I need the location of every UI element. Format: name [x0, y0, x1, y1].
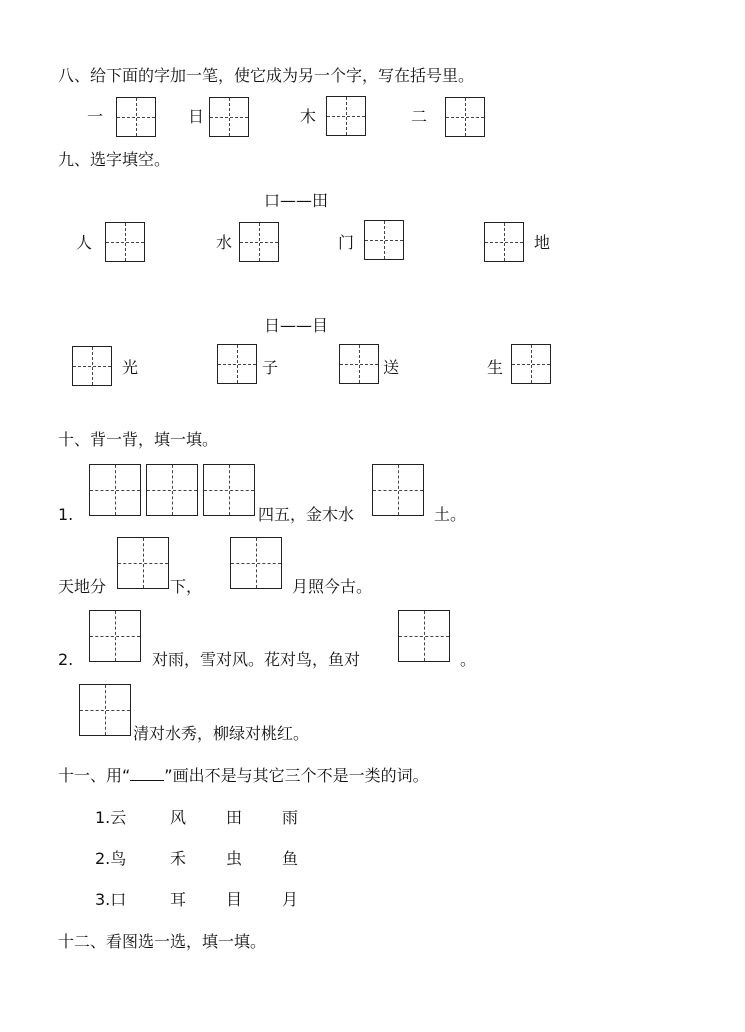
s8-char-2: 日	[188, 107, 205, 126]
s9-g2-char-3: 送	[383, 358, 400, 377]
underline-sample	[130, 766, 164, 781]
s10-line2-text-b: 下，	[170, 577, 203, 596]
s11-row2-item-3[interactable]: 虫	[226, 849, 243, 868]
s11-row3-item-2[interactable]: 耳	[170, 890, 187, 909]
s10-q2-text-a: 对雨，雪对风。花对鸟，鱼对	[152, 650, 361, 669]
s9-g1-char-4: 地	[534, 233, 551, 252]
s9-g2-box-2[interactable]	[217, 344, 257, 384]
s8-char-1: 一	[87, 107, 104, 126]
section12-title: 十二、看图选一选，填一填。	[58, 932, 267, 951]
s10-line2-box-2[interactable]	[230, 537, 282, 589]
s10-q2-text-b: 。	[460, 650, 477, 669]
s9-g1-box-2[interactable]	[239, 222, 279, 262]
s10-line2-text-c: 月照今古。	[292, 577, 373, 596]
s9-group1-header: 口——田	[264, 191, 329, 210]
s8-answer-box-1[interactable]	[116, 97, 156, 137]
s11-row1-item-1[interactable]: 1.云	[95, 808, 127, 827]
s8-answer-box-3[interactable]	[326, 96, 366, 136]
s8-char-3: 木	[300, 107, 317, 126]
s10-line2-box-1[interactable]	[117, 537, 169, 589]
s10-q2-box-2[interactable]	[398, 610, 450, 662]
s10-q1-box-4[interactable]	[372, 464, 424, 516]
s10-line4-text: 清对水秀，柳绿对桃红。	[133, 724, 310, 743]
s10-line2-text-a: 天地分	[58, 577, 107, 596]
section10-title: 十、背一背，填一填。	[58, 430, 219, 449]
s11-title-part-a: 十一、用“	[58, 766, 131, 785]
s11-row2-item-4[interactable]: 鱼	[282, 849, 299, 868]
s9-g2-box-1[interactable]	[72, 346, 112, 386]
s8-answer-box-2[interactable]	[209, 97, 249, 137]
s9-g1-box-3[interactable]	[364, 220, 404, 260]
section9-title: 九、选字填空。	[58, 150, 171, 169]
s9-g1-char-3: 门	[338, 233, 355, 252]
s9-g2-box-3[interactable]	[339, 344, 379, 384]
s11-row3-item-3[interactable]: 目	[226, 890, 243, 909]
s10-line4-box[interactable]	[79, 684, 131, 736]
s10-q1-text-a: 四五，金木水	[258, 505, 355, 524]
s11-row2-item-2[interactable]: 禾	[170, 849, 187, 868]
section11-title	[58, 766, 429, 786]
section8-title: 八、给下面的字加一笔，使它成为另一个字，写在括号里。	[58, 66, 475, 85]
s9-g2-char-1: 光	[122, 358, 139, 377]
s9-g2-box-4[interactable]	[511, 344, 551, 384]
s10-q1-box-3[interactable]	[203, 464, 255, 516]
s10-q1-box-2[interactable]	[146, 464, 198, 516]
s10-q2-box-1[interactable]	[89, 610, 141, 662]
s10-q1-box-1[interactable]	[89, 464, 141, 516]
s9-group2-header: 日——目	[264, 316, 329, 335]
s8-char-4: 二	[411, 107, 428, 126]
s11-title-part-b: ”画出不是与其它三个不是一类的词。	[164, 766, 429, 785]
s11-row3-item-1[interactable]: 3.口	[95, 890, 127, 909]
s11-row1-item-4[interactable]: 雨	[282, 808, 299, 827]
s9-g1-char-1: 人	[76, 233, 93, 252]
s11-row3-item-4[interactable]: 月	[282, 890, 299, 909]
s9-g1-box-1[interactable]	[105, 222, 145, 262]
s10-q1-text-b: 土。	[434, 505, 467, 524]
s9-g1-box-4[interactable]	[484, 222, 524, 262]
s10-q2-number: 2.	[58, 650, 74, 669]
s10-q1-number: 1.	[58, 505, 74, 524]
s11-row1-item-2[interactable]: 风	[170, 808, 187, 827]
s11-row1-item-3[interactable]: 田	[226, 808, 243, 827]
s11-row2-item-1[interactable]: 2.鸟	[95, 849, 127, 868]
s9-g1-char-2: 水	[216, 233, 233, 252]
s9-g2-char-4: 生	[487, 358, 504, 377]
s8-answer-box-4[interactable]	[445, 97, 485, 137]
s9-g2-char-2: 子	[262, 358, 279, 377]
